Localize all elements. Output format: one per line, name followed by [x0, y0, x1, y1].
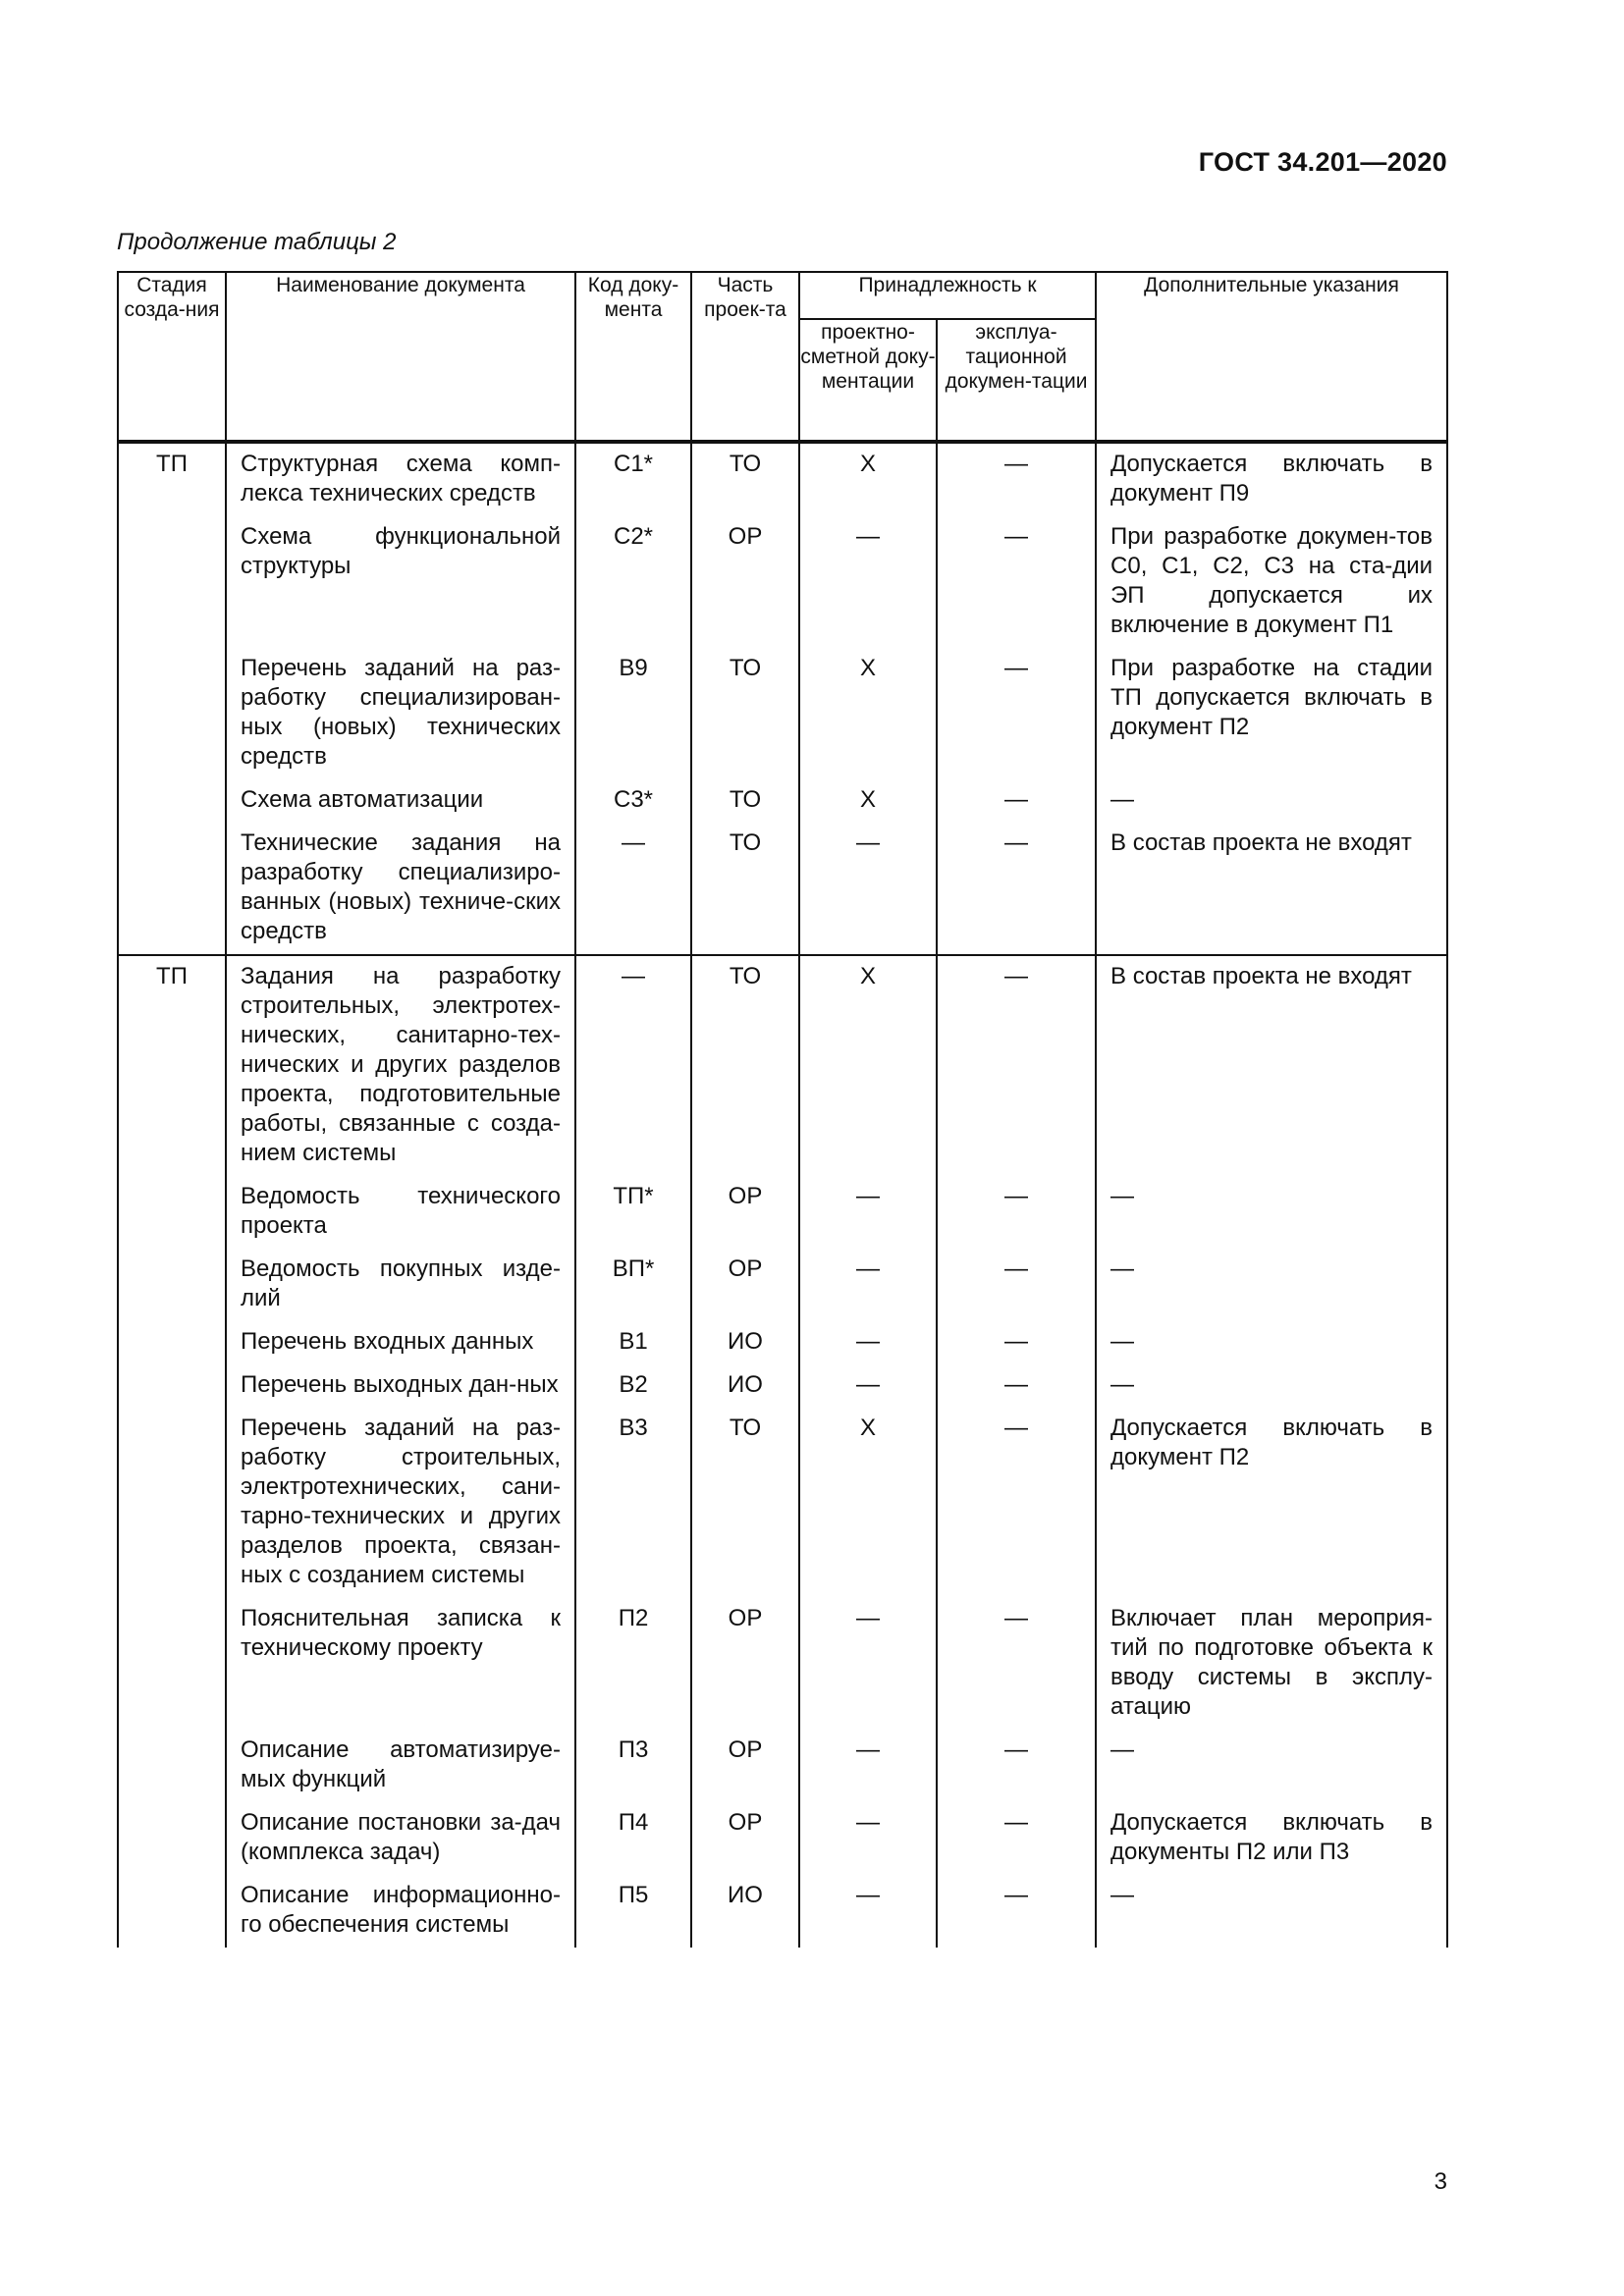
document-name-cell	[226, 1598, 575, 1730]
design-docs-mark-cell	[799, 1875, 937, 1948]
operational-docs-mark: —	[1004, 1809, 1028, 1836]
document-name: Технические задания на разработку специализиро-ванных (новых) техниче-ских средств	[241, 829, 561, 944]
document-code: В1	[619, 1328, 648, 1355]
document-name: Перечень выходных дан-ных	[241, 1371, 559, 1398]
operational-docs-mark-cell	[937, 1408, 1096, 1598]
design-docs-mark: X	[859, 655, 876, 681]
document-code-cell	[575, 1598, 691, 1730]
header-design-docs: проектно-сметной доку-ментации	[799, 319, 937, 442]
project-part-cell	[691, 442, 799, 516]
project-part: ТО	[729, 829, 762, 856]
document-name: Схема автоматизации	[241, 786, 484, 813]
header-operational-docs: эксплуа-тационной докумен-тации	[937, 319, 1096, 442]
document-name: Описание информационно-го обеспечения системы	[241, 1882, 561, 1938]
document-name-cell	[226, 1249, 575, 1321]
document-name-cell	[226, 442, 575, 516]
document-name-cell	[226, 1408, 575, 1598]
document-code: В2	[619, 1371, 648, 1398]
notes-cell	[1096, 1249, 1447, 1321]
project-part: ТО	[729, 786, 762, 813]
notes-cell	[1096, 442, 1447, 516]
document-code: ВП*	[612, 1255, 655, 1282]
notes-cell	[1096, 779, 1447, 823]
design-docs-mark-cell	[799, 1598, 937, 1730]
document-code-cell	[575, 1802, 691, 1875]
project-part: ОР	[728, 1605, 763, 1631]
table-row	[118, 1249, 1447, 1321]
table-row	[118, 1176, 1447, 1249]
notes: Допускается включать в документы П2 или П3	[1110, 1809, 1434, 1865]
notes: —	[1110, 1328, 1135, 1355]
design-docs-mark-cell	[799, 648, 937, 779]
design-docs-mark: X	[859, 963, 876, 989]
stage-label: ТП	[156, 963, 188, 989]
document-name: Схема функциональной структуры	[241, 523, 561, 579]
operational-docs-mark: —	[1004, 1605, 1028, 1631]
notes-cell	[1096, 1598, 1447, 1730]
notes: В состав проекта не входят	[1110, 963, 1412, 989]
table-row	[118, 779, 1447, 823]
document-code-cell	[575, 955, 691, 1176]
design-docs-mark-cell	[799, 1364, 937, 1408]
document-name: Описание постановки за-дач (комплекса задач)	[241, 1809, 561, 1865]
document-code-cell	[575, 648, 691, 779]
document-name: Ведомость покупных изде-лий	[241, 1255, 561, 1311]
operational-docs-mark: —	[1004, 451, 1028, 477]
stage-cell	[118, 442, 226, 955]
project-part-cell	[691, 1321, 799, 1364]
table-row	[118, 648, 1447, 779]
design-docs-mark-cell	[799, 442, 937, 516]
table-row	[118, 1321, 1447, 1364]
standard-number: ГОСТ 34.201—2020	[1198, 147, 1447, 177]
design-docs-mark: —	[856, 1736, 880, 1763]
operational-docs-mark-cell	[937, 1598, 1096, 1730]
table-row	[118, 823, 1447, 955]
design-docs-mark: —	[856, 1255, 880, 1282]
project-part-cell	[691, 648, 799, 779]
table-row	[118, 1875, 1447, 1948]
header-notes: Дополнительные указания	[1096, 272, 1447, 442]
design-docs-mark-cell	[799, 516, 937, 648]
notes-cell	[1096, 516, 1447, 648]
project-part-cell	[691, 516, 799, 648]
document-code-cell	[575, 1321, 691, 1364]
operational-docs-mark-cell	[937, 442, 1096, 516]
design-docs-mark-cell	[799, 1321, 937, 1364]
operational-docs-mark-cell	[937, 779, 1096, 823]
document-name: Ведомость технического проекта	[241, 1183, 561, 1239]
notes: Допускается включать в документ П9	[1110, 451, 1434, 507]
document-name-cell	[226, 1176, 575, 1249]
document-code-cell	[575, 442, 691, 516]
project-part-cell	[691, 823, 799, 955]
header-document-name: Наименование документа	[226, 272, 575, 442]
project-part: ОР	[728, 1736, 763, 1763]
notes-cell	[1096, 1875, 1447, 1948]
operational-docs-mark: —	[1004, 1415, 1028, 1441]
notes: В состав проекта не входят	[1110, 829, 1412, 856]
operational-docs-mark: —	[1004, 1183, 1028, 1209]
document-name-cell	[226, 1321, 575, 1364]
operational-docs-mark-cell	[937, 1730, 1096, 1802]
project-part-cell	[691, 1249, 799, 1321]
header-project-part: Часть проек-та	[691, 272, 799, 442]
notes: При разработке на стадии ТП допускается включать в документ П2	[1110, 655, 1434, 740]
document-name-cell	[226, 648, 575, 779]
operational-docs-mark: —	[1004, 1736, 1028, 1763]
design-docs-mark: X	[859, 451, 876, 477]
header-belonging: Принадлежность к	[799, 272, 1096, 319]
operational-docs-mark-cell	[937, 648, 1096, 779]
project-part-cell	[691, 1802, 799, 1875]
stage-cell	[118, 955, 226, 1948]
document-name: Пояснительная записка к техническому проекту	[241, 1605, 561, 1661]
operational-docs-mark: —	[1004, 829, 1028, 856]
project-part: ИО	[728, 1328, 763, 1355]
document-code: П3	[618, 1736, 649, 1763]
document-code-cell	[575, 1364, 691, 1408]
notes-cell	[1096, 1176, 1447, 1249]
design-docs-mark-cell	[799, 1802, 937, 1875]
operational-docs-mark: —	[1004, 1882, 1028, 1908]
document-name-cell	[226, 1364, 575, 1408]
design-docs-mark: —	[856, 1328, 880, 1355]
table-row	[118, 1408, 1447, 1598]
document-name-cell	[226, 1730, 575, 1802]
operational-docs-mark-cell	[937, 1176, 1096, 1249]
notes: —	[1110, 1255, 1135, 1282]
document-code: П4	[618, 1809, 649, 1836]
document-code-cell	[575, 1176, 691, 1249]
table-row	[118, 1802, 1447, 1875]
operational-docs-mark: —	[1004, 523, 1028, 550]
notes: Допускается включать в документ П2	[1110, 1415, 1434, 1470]
stage-label: ТП	[156, 451, 188, 477]
document-code: В9	[619, 655, 648, 681]
design-docs-mark-cell	[799, 779, 937, 823]
operational-docs-mark-cell	[937, 823, 1096, 955]
notes-cell	[1096, 1408, 1447, 1598]
document-code: С3*	[613, 786, 654, 813]
operational-docs-mark: —	[1004, 1371, 1028, 1398]
notes: —	[1110, 1371, 1135, 1398]
notes: —	[1110, 1183, 1135, 1209]
operational-docs-mark: —	[1004, 655, 1028, 681]
document-code-cell	[575, 1730, 691, 1802]
document-name: Перечень заданий на раз-работку специализирован-ных (новых) технических средств	[241, 655, 561, 770]
table-row	[118, 1364, 1447, 1408]
document-code-cell	[575, 779, 691, 823]
design-docs-mark-cell	[799, 1408, 937, 1598]
document-name-cell	[226, 1802, 575, 1875]
notes-cell	[1096, 955, 1447, 1176]
table-row	[118, 516, 1447, 648]
design-docs-mark: —	[856, 523, 880, 550]
project-part: ОР	[728, 1183, 763, 1209]
document-name: Перечень заданий на раз-работку строительных, электротехнических, сани-тарно-технических и других разделов проекта, связан-ных с созданием системы	[241, 1415, 561, 1588]
project-part: ИО	[728, 1882, 763, 1908]
project-part-cell	[691, 1364, 799, 1408]
document-name-cell	[226, 516, 575, 648]
page-number: 3	[1434, 2168, 1447, 2195]
document-name-cell	[226, 779, 575, 823]
document-name: Перечень входных данных	[241, 1328, 534, 1355]
table-caption: Продолжение таблицы 2	[117, 229, 397, 255]
project-part: ОР	[728, 523, 763, 550]
operational-docs-mark: —	[1004, 963, 1028, 989]
project-part: ТО	[729, 655, 762, 681]
design-docs-mark: X	[859, 1415, 876, 1441]
document-code: —	[622, 963, 645, 989]
document-code-cell	[575, 823, 691, 955]
notes: —	[1110, 1882, 1135, 1908]
design-docs-mark-cell	[799, 823, 937, 955]
header-document-code: Код доку-мента	[575, 272, 691, 442]
notes-cell	[1096, 648, 1447, 779]
operational-docs-mark-cell	[937, 1875, 1096, 1948]
document-code: В3	[619, 1415, 648, 1441]
notes: Включает план мероприя-тий по подготовке объекта к вводу системы в эксплу-атацию	[1110, 1605, 1434, 1720]
operational-docs-mark-cell	[937, 1802, 1096, 1875]
document-name-cell	[226, 955, 575, 1176]
project-part-cell	[691, 1176, 799, 1249]
design-docs-mark: —	[856, 1809, 880, 1836]
document-code-cell	[575, 1875, 691, 1948]
document-name: Задания на разработку строительных, электротех-нических, санитарно-тех-нических и других разделов проекта, подготовительные работы, связанные с созда-нием системы	[241, 963, 561, 1166]
design-docs-mark: X	[859, 786, 876, 813]
design-docs-mark-cell	[799, 1730, 937, 1802]
notes-cell	[1096, 1364, 1447, 1408]
operational-docs-mark: —	[1004, 786, 1028, 813]
project-part-cell	[691, 1598, 799, 1730]
project-part: ОР	[728, 1809, 763, 1836]
project-part-cell	[691, 779, 799, 823]
documents-table	[117, 271, 1448, 1948]
document-code: П2	[618, 1605, 649, 1631]
notes: —	[1110, 1736, 1135, 1763]
project-part-cell	[691, 955, 799, 1176]
document-name-cell	[226, 1875, 575, 1948]
document-name-cell	[226, 823, 575, 955]
operational-docs-mark: —	[1004, 1255, 1028, 1282]
table-row	[118, 442, 1447, 516]
table-row	[118, 1598, 1447, 1730]
design-docs-mark: —	[856, 1882, 880, 1908]
notes-cell	[1096, 1321, 1447, 1364]
notes-cell	[1096, 823, 1447, 955]
project-part: ТО	[729, 963, 762, 989]
document-code: С2*	[613, 523, 654, 550]
project-part: ОР	[728, 1255, 763, 1282]
document-code: С1*	[613, 451, 654, 477]
document-code-cell	[575, 1249, 691, 1321]
notes: При разработке докумен-тов С0, С1, С2, С3 на ста-дии ЭП допускается их включение в документ П1	[1110, 523, 1434, 638]
table-row	[118, 955, 1447, 1176]
table-body	[118, 442, 1447, 1948]
document-code: ТП*	[613, 1183, 654, 1209]
project-part: ИО	[728, 1371, 763, 1398]
notes-cell	[1096, 1802, 1447, 1875]
document-code: —	[622, 829, 645, 856]
design-docs-mark: —	[856, 1183, 880, 1209]
design-docs-mark-cell	[799, 955, 937, 1176]
project-part: ТО	[729, 1415, 762, 1441]
header-stage: Стадия созда-ния	[118, 272, 226, 442]
operational-docs-mark-cell	[937, 1364, 1096, 1408]
project-part-cell	[691, 1730, 799, 1802]
table-row	[118, 1730, 1447, 1802]
operational-docs-mark-cell	[937, 1249, 1096, 1321]
design-docs-mark-cell	[799, 1249, 937, 1321]
project-part-cell	[691, 1408, 799, 1598]
design-docs-mark: —	[856, 829, 880, 856]
operational-docs-mark-cell	[937, 516, 1096, 648]
design-docs-mark-cell	[799, 1176, 937, 1249]
operational-docs-mark: —	[1004, 1328, 1028, 1355]
notes-cell	[1096, 1730, 1447, 1802]
design-docs-mark: —	[856, 1605, 880, 1631]
document-name: Описание автоматизируе-мых функций	[241, 1736, 561, 1792]
document-name: Структурная схема комп-лекса технических средств	[241, 451, 561, 507]
document-code-cell	[575, 516, 691, 648]
document-code-cell	[575, 1408, 691, 1598]
operational-docs-mark-cell	[937, 1321, 1096, 1364]
operational-docs-mark-cell	[937, 955, 1096, 1176]
project-part: ТО	[729, 451, 762, 477]
project-part-cell	[691, 1875, 799, 1948]
document-code: П5	[618, 1882, 649, 1908]
notes: —	[1110, 786, 1135, 813]
design-docs-mark: —	[856, 1371, 880, 1398]
